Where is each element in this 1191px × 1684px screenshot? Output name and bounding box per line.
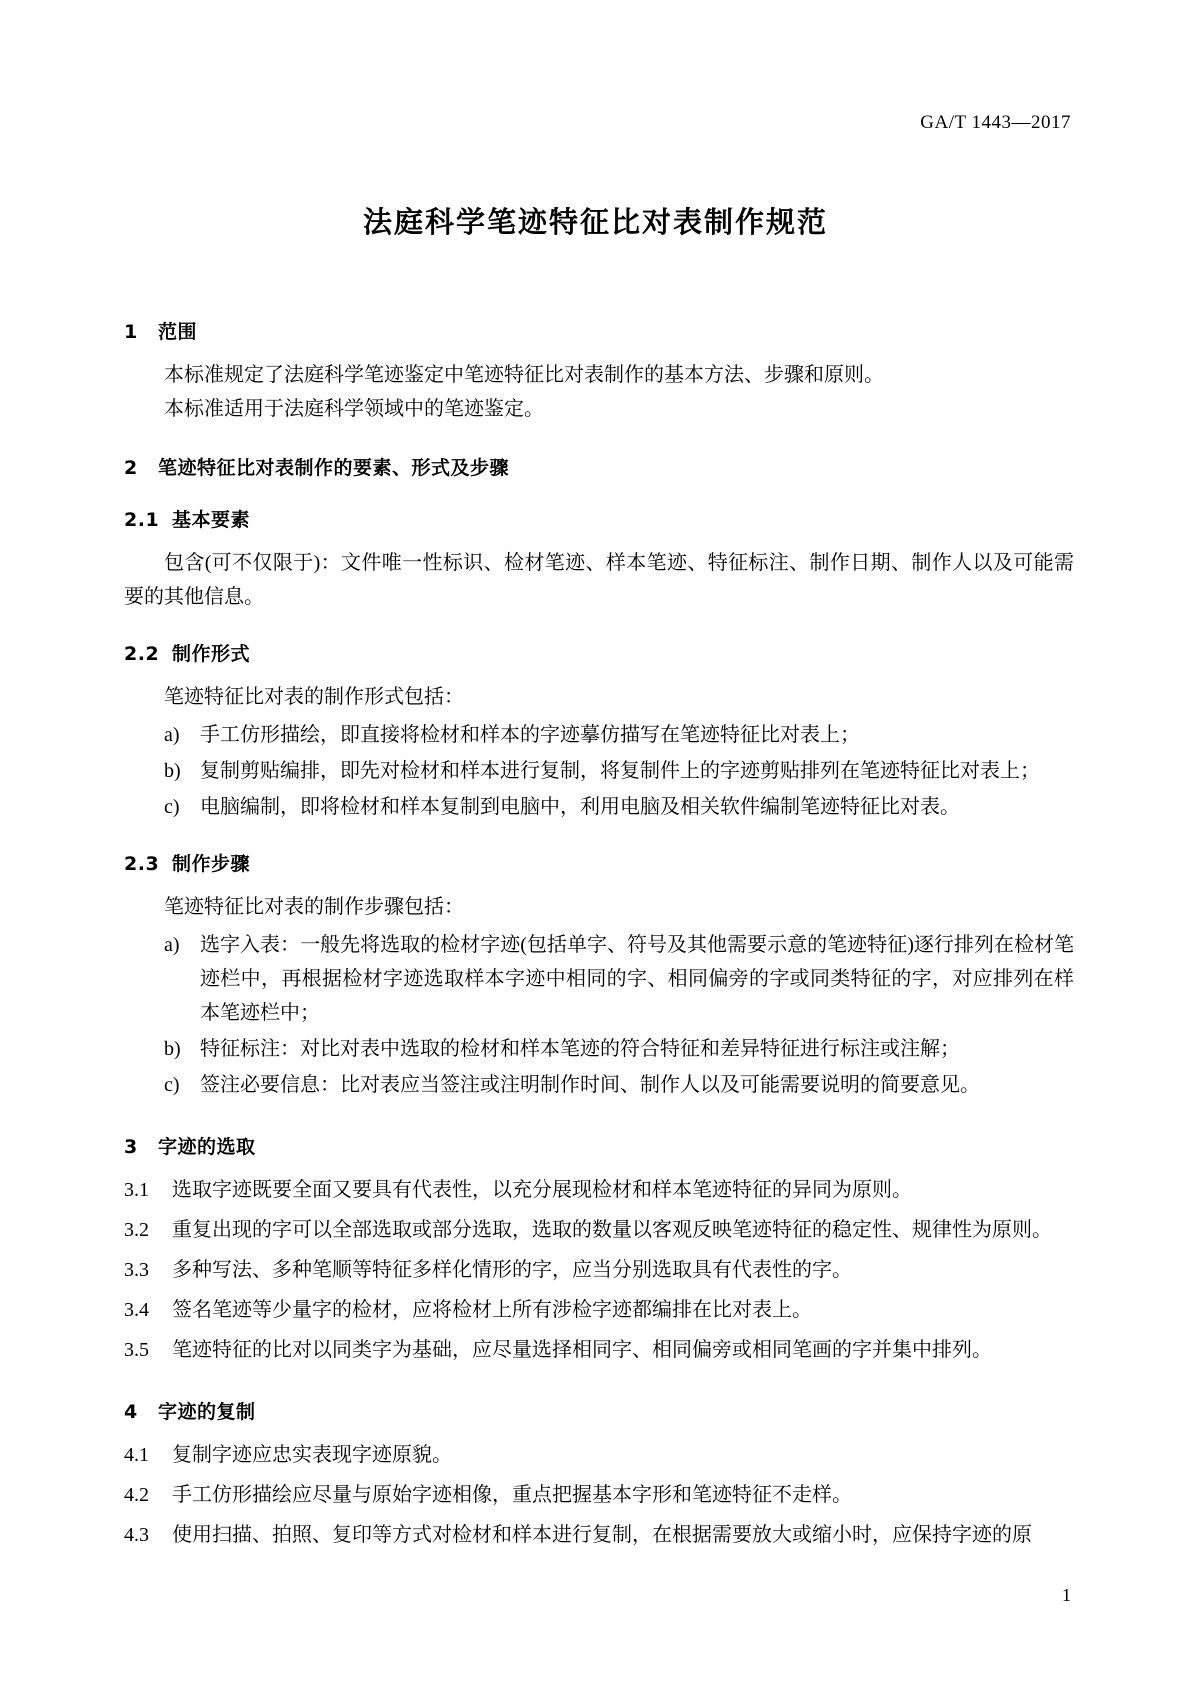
numbered-item-number: 3.2 <box>124 1219 149 1241</box>
list-item-text: 电脑编制，即将检材和样本复制到电脑中，利用电脑及相关软件编制笔迹特征比对表。 <box>200 796 960 818</box>
numbered-item-text: 笔迹特征的比对以同类字为基础，应尽量选择相同字、相同偏旁或相同笔画的字并集中排列。 <box>172 1339 992 1361</box>
subsection-title-2-3: 制作步骤 <box>172 853 251 875</box>
section-title-4: 字迹的复制 <box>158 1401 256 1423</box>
list-item <box>124 1068 1074 1102</box>
list-marker: c) <box>164 1074 180 1096</box>
list-item <box>124 928 1074 1030</box>
numbered-list-3 <box>124 1173 1074 1367</box>
document-body <box>124 290 1074 1552</box>
list-item <box>124 754 1074 788</box>
standard-number-header: GA/T 1443—2017 <box>920 112 1071 133</box>
paragraph-1-1: 本标准规定了法庭科学笔迹鉴定中笔迹特征比对表制作的基本方法、步骤和原则。 <box>164 364 884 386</box>
numbered-item <box>124 1173 1074 1207</box>
subsection-number-2-1: 2.1 <box>124 509 160 531</box>
numbered-item-text: 使用扫描、拍照、复印等方式对检材和样本进行复制，在根据需要放大或缩小时，应保持字迹的原 <box>172 1524 1032 1546</box>
list-item-text: 复制剪贴编排，即先对检材和样本进行复制，将复制件上的字迹剪贴排列在笔迹特征比对表上； <box>200 760 1040 782</box>
numbered-item-number: 3.3 <box>124 1259 149 1281</box>
subsection-heading-2-3 <box>124 849 1074 876</box>
subsection-number-2-2: 2.2 <box>124 643 160 665</box>
subsection-number-2-3: 2.3 <box>124 853 160 875</box>
section-heading-1 <box>124 317 1074 344</box>
page-title: 法庭科学笔迹特征比对表制作规范 <box>362 205 828 239</box>
paragraph-2-3-lead: 笔迹特征比对表的制作步骤包括： <box>164 896 464 918</box>
numbered-item <box>124 1438 1074 1472</box>
section-heading-4 <box>124 1397 1074 1424</box>
section-title-1: 范围 <box>158 321 198 343</box>
list-2-2 <box>124 718 1074 824</box>
section-number-1: 1 <box>124 321 138 343</box>
numbered-item-text: 重复出现的字可以全部选取或部分选取，选取的数量以客观反映笔迹特征的稳定性、规律性为原则。 <box>172 1219 1052 1241</box>
list-marker: b) <box>164 1038 181 1060</box>
list-marker: b) <box>164 760 181 782</box>
numbered-list-4 <box>124 1438 1074 1552</box>
list-marker: a) <box>164 934 180 956</box>
numbered-item-text: 签名笔迹等少量字的检材，应将检材上所有涉检字迹都编排在比对表上。 <box>172 1299 812 1321</box>
numbered-item-number: 3.5 <box>124 1339 149 1361</box>
list-item-text: 选字入表：一般先将选取的检材字迹(包括单字、符号及其他需要示意的笔迹特征)逐行排列在检材笔迹栏中，再根据检材字迹选取样本字迹中相同的字、相同偏旁的字或同类特征的字，对应排列在样本笔迹栏中； <box>200 934 1074 1024</box>
subsection-heading-2-1 <box>124 505 1074 532</box>
numbered-item-number: 4.2 <box>124 1484 149 1506</box>
paragraph-1-2: 本标准适用于法庭科学领域中的笔迹鉴定。 <box>164 398 544 420</box>
section-title-3: 字迹的选取 <box>158 1136 256 1158</box>
section-number-2: 2 <box>124 457 138 479</box>
list-item <box>124 790 1074 824</box>
numbered-item-text: 多种写法、多种笔顺等特征多样化情形的字，应当分别选取具有代表性的字。 <box>172 1259 852 1281</box>
section-number-4: 4 <box>124 1401 138 1423</box>
section-heading-3 <box>124 1132 1074 1159</box>
numbered-item-number: 4.3 <box>124 1524 149 1546</box>
numbered-item-number: 3.4 <box>124 1299 149 1321</box>
numbered-item-number: 3.1 <box>124 1179 149 1201</box>
subsection-title-2-1: 基本要素 <box>172 509 251 531</box>
numbered-item <box>124 1333 1074 1367</box>
numbered-item <box>124 1518 1074 1552</box>
numbered-item-text: 选取字迹既要全面又要具有代表性，以充分展现检材和样本笔迹特征的异同为原则。 <box>172 1179 912 1201</box>
list-marker: c) <box>164 796 180 818</box>
paragraph-2-2-lead: 笔迹特征比对表的制作形式包括： <box>164 686 464 708</box>
page-number: 1 <box>1062 1585 1071 1605</box>
list-marker: a) <box>164 724 180 746</box>
numbered-item-text: 复制字迹应忠实表现字迹原貌。 <box>172 1444 452 1466</box>
section-heading-2 <box>124 453 1074 480</box>
numbered-item-text: 手工仿形描绘应尽量与原始字迹相像，重点把握基本字形和笔迹特征不走样。 <box>172 1484 852 1506</box>
subsection-heading-2-2 <box>124 639 1074 666</box>
numbered-item-number: 4.1 <box>124 1444 149 1466</box>
list-item-text: 签注必要信息：比对表应当签注或注明制作时间、制作人以及可能需要说明的简要意见。 <box>200 1074 980 1096</box>
numbered-item <box>124 1293 1074 1327</box>
list-item-text: 手工仿形描绘，即直接将检材和样本的字迹摹仿描写在笔迹特征比对表上； <box>200 724 860 746</box>
numbered-item <box>124 1213 1074 1247</box>
numbered-item <box>124 1478 1074 1512</box>
list-item <box>124 1032 1074 1066</box>
list-item-text: 特征标注：对比对表中选取的检材和样本笔迹的符合特征和差异特征进行标注或注解； <box>200 1038 960 1060</box>
list-2-3 <box>124 928 1074 1102</box>
subsection-title-2-2: 制作形式 <box>172 643 251 665</box>
section-title-2: 笔迹特征比对表制作的要素、形式及步骤 <box>158 457 510 479</box>
paragraph-2-1: 包含(可不仅限于)：文件唯一性标识、检材笔迹、样本笔迹、特征标注、制作日期、制作人以及可能需要的其他信息。 <box>124 552 1074 608</box>
list-item <box>124 718 1074 752</box>
section-number-3: 3 <box>124 1136 138 1158</box>
numbered-item <box>124 1253 1074 1287</box>
